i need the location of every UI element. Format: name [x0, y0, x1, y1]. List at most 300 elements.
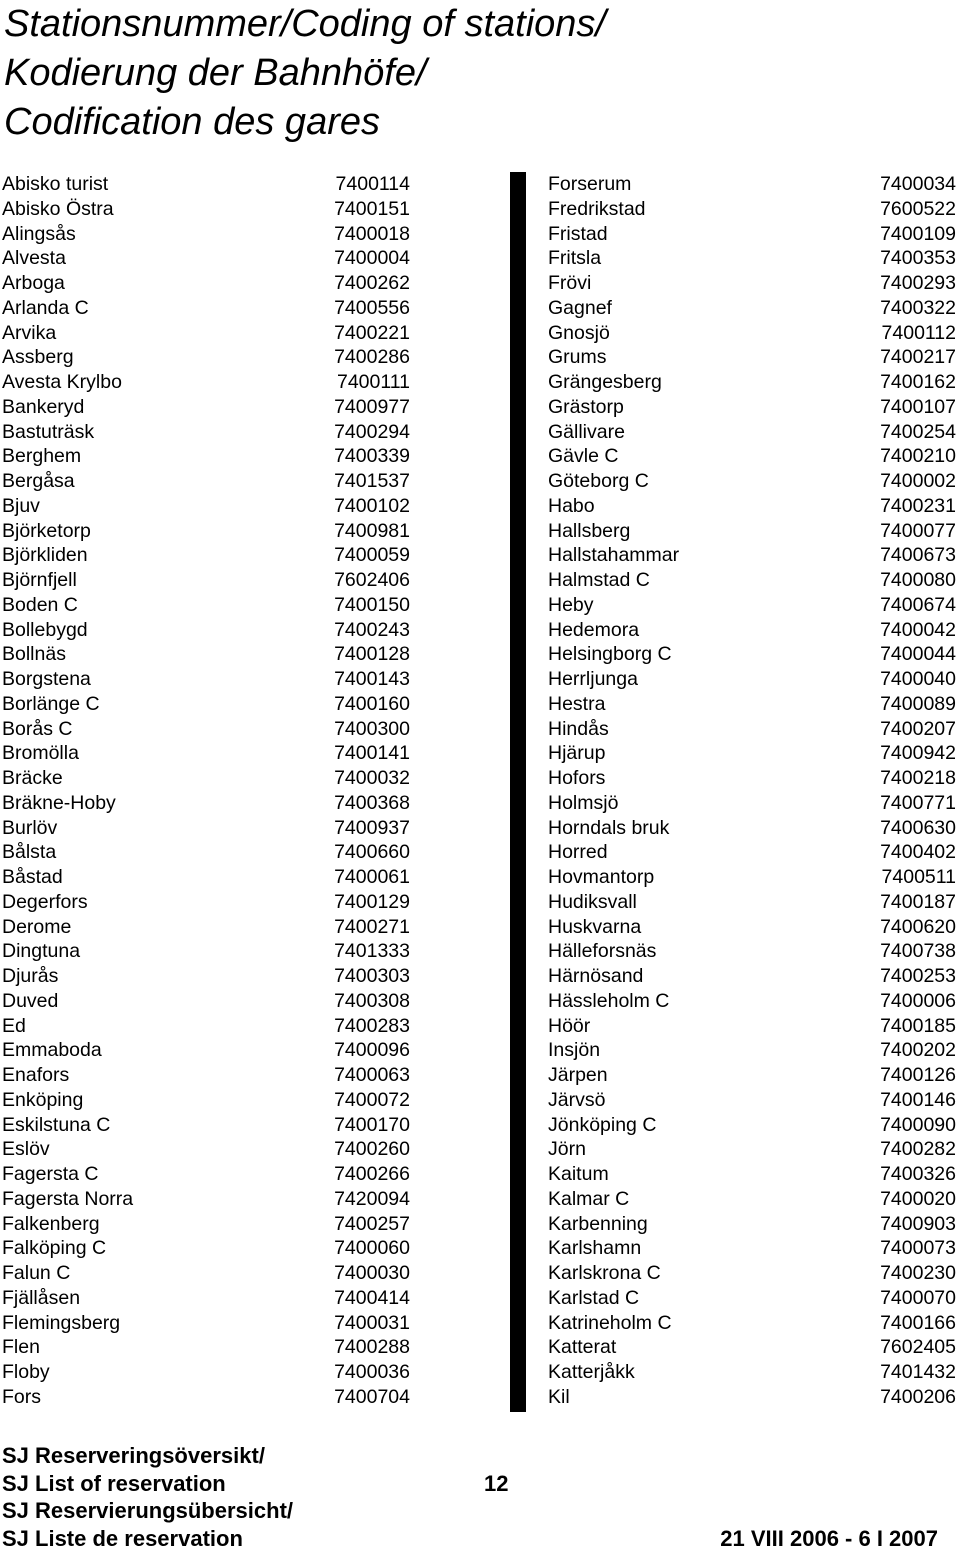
station-code: 7400339 [334, 445, 410, 468]
station-row [2, 519, 412, 544]
station-name: Flemingsberg [2, 1311, 121, 1334]
station-row [548, 1088, 958, 1113]
station-name: Katterjåkk [548, 1361, 635, 1383]
station-row [2, 1187, 412, 1212]
station-name: Borgstena [2, 668, 91, 690]
station-name: Gällivare [548, 420, 625, 443]
station-name: Arvika [2, 321, 57, 344]
station-name: Falun C [2, 1262, 71, 1284]
station-name: Hovmantorp [548, 866, 655, 888]
station-name: Bastuträsk [2, 420, 95, 443]
station-row [548, 1038, 958, 1063]
station-code: 7400704 [334, 1385, 410, 1408]
station-row [2, 271, 412, 296]
station-name: Kaitum [548, 1163, 609, 1185]
station-code: 7400243 [334, 618, 410, 641]
station-name: Boden C [2, 593, 78, 616]
station-code: 7400937 [334, 816, 410, 839]
station-row [548, 1335, 958, 1360]
station-row [548, 1137, 958, 1162]
station-code: 7400511 [881, 866, 956, 888]
station-row [548, 568, 958, 593]
station-name: Abisko Östra [2, 197, 114, 220]
station-row [2, 1113, 412, 1138]
station-name: Hedemora [548, 618, 640, 641]
station-row [548, 964, 958, 989]
station-code: 7400040 [880, 668, 956, 690]
station-row [548, 469, 958, 494]
station-code: 7400063 [334, 1064, 410, 1086]
station-row [548, 1212, 958, 1237]
station-code: 7400018 [334, 222, 410, 245]
station-name: Hallstahammar [548, 544, 680, 567]
station-row [2, 1014, 412, 1039]
station-name: Bankeryd [2, 395, 85, 418]
station-name: Huskvarna [548, 915, 642, 938]
station-code: 7400673 [880, 544, 956, 567]
station-row [548, 1014, 958, 1039]
station-code: 7400257 [334, 1212, 410, 1235]
station-code: 7400112 [881, 321, 956, 344]
station-code: 7401432 [880, 1361, 956, 1383]
station-row [548, 519, 958, 544]
station-row [548, 939, 958, 964]
station-code: 7400674 [880, 593, 956, 616]
station-code: 7400109 [880, 222, 956, 245]
station-name: Bräkne-Hoby [2, 791, 116, 814]
station-name: Bergåsa [2, 470, 75, 492]
station-row [2, 1137, 412, 1162]
station-code: 7400414 [334, 1286, 410, 1309]
station-code: 7400089 [880, 692, 956, 715]
station-row [2, 1335, 412, 1360]
station-row [548, 667, 958, 692]
station-code: 7400150 [334, 593, 410, 616]
station-name: Gagnef [548, 296, 612, 319]
station-code: 7400070 [880, 1286, 956, 1309]
station-name: Heby [548, 593, 594, 616]
station-code: 7400111 [336, 371, 410, 393]
station-name: Bollnäs [2, 643, 66, 666]
station-name: Falköping C [2, 1237, 107, 1260]
station-row [2, 246, 412, 271]
station-row [548, 321, 958, 346]
station-name: Abisko turist [2, 173, 109, 195]
station-row [548, 865, 958, 890]
station-code: 7400402 [880, 841, 956, 864]
column-divider [510, 172, 526, 1412]
title-line-2: Kodierung der Bahnhöfe/ [4, 52, 427, 94]
station-code: 7400738 [880, 940, 956, 963]
station-name: Fredrikstad [548, 197, 646, 220]
station-row [2, 1212, 412, 1237]
station-name: Herrljunga [548, 668, 638, 690]
station-code: 7400002 [880, 470, 956, 492]
station-name: Kil [548, 1385, 570, 1408]
station-name: Hudiksvall [548, 890, 637, 913]
station-code: 7400077 [880, 519, 956, 542]
station-code: 7400020 [880, 1187, 956, 1210]
station-name: Hjärup [548, 742, 606, 765]
station-name: Grästorp [548, 395, 624, 418]
station-code: 7400143 [334, 668, 410, 690]
station-row [548, 890, 958, 915]
station-name: Eskilstuna C [2, 1113, 111, 1136]
station-code: 7400286 [334, 346, 410, 369]
station-name: Hässleholm C [548, 989, 670, 1012]
station-row [2, 1038, 412, 1063]
station-name: Degerfors [2, 890, 88, 913]
station-name: Fagersta C [2, 1163, 99, 1185]
station-row [2, 345, 412, 370]
station-row [548, 692, 958, 717]
station-name: Karbenning [548, 1212, 648, 1235]
station-row [548, 1113, 958, 1138]
station-code: 7400128 [334, 643, 410, 666]
station-code: 7400308 [334, 989, 410, 1012]
station-code: 7400221 [334, 321, 410, 344]
station-row [2, 420, 412, 445]
station-code: 7400217 [880, 346, 956, 369]
station-name: Flen [2, 1336, 40, 1359]
station-name: Järvsö [548, 1088, 606, 1111]
station-code: 7400187 [880, 890, 956, 913]
station-code: 7401537 [334, 470, 410, 492]
station-name: Grums [548, 346, 607, 369]
station-row [548, 197, 958, 222]
station-code: 7400903 [880, 1212, 956, 1235]
station-name: Katterat [548, 1336, 617, 1359]
station-row [548, 345, 958, 370]
station-row [548, 543, 958, 568]
station-code: 7400771 [880, 791, 956, 814]
station-code: 7400004 [334, 247, 410, 270]
station-row [548, 271, 958, 296]
station-row [2, 1088, 412, 1113]
station-row [548, 840, 958, 865]
station-row [548, 1162, 958, 1187]
station-code: 7400300 [334, 717, 410, 740]
station-code: 7400036 [334, 1361, 410, 1383]
footer-line-2: SJ List of reservation [2, 1470, 226, 1496]
station-row [2, 791, 412, 816]
station-row [2, 667, 412, 692]
station-code: 7400107 [880, 395, 956, 418]
station-row [548, 296, 958, 321]
station-name: Björkliden [2, 544, 88, 567]
station-row [2, 1360, 412, 1385]
station-row [2, 296, 412, 321]
station-row [548, 717, 958, 742]
station-row [2, 816, 412, 841]
station-name: Katrineholm C [548, 1311, 672, 1334]
station-code: 7602405 [880, 1336, 956, 1359]
station-row [548, 370, 958, 395]
station-code: 7400042 [880, 618, 956, 641]
station-code: 7400977 [334, 395, 410, 418]
station-row [2, 642, 412, 667]
title-line-1: Stationsnummer/Coding of stations/ [4, 3, 606, 45]
station-code: 7400630 [880, 816, 956, 839]
station-row [2, 370, 412, 395]
station-name: Djurås [2, 965, 59, 987]
station-name: Derome [2, 915, 72, 938]
station-code: 7400090 [880, 1113, 956, 1136]
station-row [548, 1236, 958, 1261]
station-name: Jörn [548, 1138, 586, 1161]
station-code: 7400170 [334, 1113, 410, 1136]
station-name: Hindås [548, 717, 609, 740]
station-name: Helsingborg C [548, 643, 672, 666]
station-name: Forserum [548, 173, 632, 195]
station-name: Gävle C [548, 445, 619, 468]
station-code: 7400206 [880, 1385, 956, 1408]
station-row [2, 840, 412, 865]
station-row [548, 1360, 958, 1385]
station-name: Björketorp [2, 519, 91, 542]
station-name: Fritsla [548, 247, 602, 270]
station-row [2, 989, 412, 1014]
station-row [548, 1286, 958, 1311]
station-name: Halmstad C [548, 569, 650, 591]
station-row [2, 717, 412, 742]
station-row [548, 395, 958, 420]
station-row [548, 741, 958, 766]
station-name: Båstad [2, 866, 63, 888]
station-code: 7400210 [880, 445, 956, 468]
station-name: Assberg [2, 346, 74, 369]
station-name: Grängesberg [548, 371, 662, 393]
station-name: Hestra [548, 692, 606, 715]
station-code: 7400114 [335, 173, 410, 195]
station-name: Berghem [2, 445, 82, 468]
station-row [2, 964, 412, 989]
station-code: 7400006 [880, 989, 956, 1012]
station-name: Enafors [2, 1064, 70, 1086]
station-row [2, 444, 412, 469]
station-row [2, 741, 412, 766]
station-row [548, 791, 958, 816]
title-line-3: Codification des gares [4, 101, 380, 143]
station-row [548, 246, 958, 271]
station-code: 7400556 [334, 296, 410, 319]
station-row [2, 197, 412, 222]
station-name: Ed [2, 1014, 26, 1037]
station-code: 7400288 [334, 1336, 410, 1359]
station-row [548, 1385, 958, 1410]
station-code: 7400620 [880, 915, 956, 938]
station-code: 7401333 [334, 940, 410, 963]
station-row [548, 172, 958, 197]
station-row [2, 568, 412, 593]
station-name: Floby [2, 1361, 50, 1383]
station-code: 7400031 [334, 1311, 410, 1334]
station-code: 7400230 [880, 1262, 956, 1284]
station-row [2, 222, 412, 247]
station-row [2, 543, 412, 568]
station-row [2, 865, 412, 890]
station-code: 7400231 [880, 494, 956, 517]
station-code: 7400283 [334, 1014, 410, 1037]
station-code: 7400218 [880, 767, 956, 789]
station-name: Eslöv [2, 1138, 50, 1161]
footer-line-4: SJ Liste de reservation [2, 1525, 243, 1551]
station-code: 7400162 [880, 371, 956, 393]
station-name: Järpen [548, 1064, 608, 1086]
station-code: 7400102 [334, 494, 410, 517]
station-code: 7420094 [334, 1187, 410, 1210]
station-name: Bräcke [2, 767, 63, 789]
station-code: 7400202 [880, 1039, 956, 1062]
station-row [2, 593, 412, 618]
station-code: 7600522 [880, 197, 956, 220]
station-name: Duved [2, 989, 59, 1012]
station-row [2, 172, 412, 197]
station-code: 7400030 [334, 1262, 410, 1284]
station-name: Alvesta [2, 247, 66, 270]
station-code: 7400266 [334, 1163, 410, 1185]
station-name: Karlskrona C [548, 1262, 661, 1284]
station-code: 7400253 [880, 965, 956, 987]
station-row [2, 1311, 412, 1336]
station-row [2, 321, 412, 346]
station-name: Hallsberg [548, 519, 631, 542]
station-name: Dingtuna [2, 940, 81, 963]
station-row [548, 642, 958, 667]
station-name: Holmsjö [548, 791, 619, 814]
station-row [548, 766, 958, 791]
station-name: Habo [548, 494, 595, 517]
station-name: Jönköping C [548, 1113, 657, 1136]
footer-line-1: SJ Reserveringsöversikt/ [2, 1443, 265, 1468]
station-row [2, 915, 412, 940]
station-name: Borlänge C [2, 692, 100, 715]
date-range: 21 VIII 2006 - 6 I 2007 [720, 1526, 938, 1551]
station-code: 7400981 [334, 519, 410, 542]
station-name: Fjällåsen [2, 1286, 81, 1309]
station-name: Bollebygd [2, 618, 88, 641]
station-code: 7400073 [880, 1237, 956, 1260]
station-code: 7400080 [880, 569, 956, 591]
station-code: 7400368 [334, 791, 410, 814]
station-name: Härnösand [548, 965, 644, 987]
station-code: 7400942 [880, 742, 956, 765]
station-list-left [2, 172, 412, 1410]
station-code: 7400129 [334, 890, 410, 913]
station-code: 7400294 [334, 420, 410, 443]
station-row [2, 494, 412, 519]
station-row [548, 915, 958, 940]
station-code: 7400034 [880, 173, 956, 195]
station-row [2, 939, 412, 964]
station-name: Avesta Krylbo [2, 371, 122, 393]
station-name: Burlöv [2, 816, 58, 839]
station-list-right [548, 172, 958, 1410]
page-number: 12 [484, 1471, 509, 1496]
station-name: Kalmar C [548, 1187, 630, 1210]
station-code: 7602406 [334, 569, 410, 591]
station-code: 7400322 [880, 296, 956, 319]
station-row [548, 1261, 958, 1286]
station-name: Horred [548, 841, 608, 864]
station-row [548, 816, 958, 841]
station-code: 7400059 [334, 544, 410, 567]
station-code: 7400072 [334, 1088, 410, 1111]
station-name: Fristad [548, 222, 608, 245]
station-code: 7400146 [880, 1088, 956, 1111]
station-code: 7400282 [880, 1138, 956, 1161]
station-row [2, 618, 412, 643]
station-name: Horndals bruk [548, 816, 670, 839]
station-name: Emmaboda [2, 1039, 102, 1062]
station-code: 7400260 [334, 1138, 410, 1161]
station-code: 7400044 [880, 643, 956, 666]
station-row [548, 1311, 958, 1336]
station-code: 7400061 [334, 866, 410, 888]
station-name: Fors [2, 1385, 41, 1408]
station-name: Bålsta [2, 841, 57, 864]
station-code: 7400166 [880, 1311, 956, 1334]
station-code: 7400160 [334, 692, 410, 715]
station-code: 7400096 [334, 1039, 410, 1062]
station-code: 7400254 [880, 420, 956, 443]
station-name: Bromölla [2, 742, 79, 765]
station-name: Bjuv [2, 494, 40, 517]
station-name: Fagersta Norra [2, 1187, 134, 1210]
station-name: Arlanda C [2, 296, 89, 319]
station-row [548, 444, 958, 469]
station-row [2, 766, 412, 791]
station-name: Borås C [2, 717, 73, 740]
station-name: Gnosjö [548, 321, 610, 344]
station-name: Karlstad C [548, 1286, 640, 1309]
station-name: Karlshamn [548, 1237, 642, 1260]
station-name: Hälleforsnäs [548, 940, 657, 963]
station-name: Insjön [548, 1039, 601, 1062]
station-row [2, 1261, 412, 1286]
station-code: 7400262 [334, 272, 410, 294]
station-row [2, 1063, 412, 1088]
station-name: Björnfjell [2, 569, 77, 591]
station-code: 7400060 [334, 1237, 410, 1260]
station-row [2, 1162, 412, 1187]
station-code: 7400185 [880, 1014, 956, 1037]
station-row [548, 1063, 958, 1088]
station-name: Arboga [2, 272, 65, 294]
station-row [2, 395, 412, 420]
station-row [548, 593, 958, 618]
page-title [4, 0, 606, 147]
station-code: 7400141 [334, 742, 410, 765]
station-name: Alingsås [2, 222, 76, 245]
station-name: Frövi [548, 272, 592, 294]
station-row [548, 222, 958, 247]
station-name: Falkenberg [2, 1212, 100, 1235]
station-code: 7400271 [334, 915, 410, 938]
station-row [548, 494, 958, 519]
footer-line-3: SJ Reservierungsübersicht/ [2, 1498, 294, 1523]
station-row [548, 989, 958, 1014]
station-name: Hofors [548, 767, 606, 789]
station-row [2, 890, 412, 915]
station-code: 7400207 [880, 717, 956, 740]
station-row [2, 1286, 412, 1311]
station-code: 7400151 [334, 197, 410, 220]
station-row [548, 618, 958, 643]
station-code: 7400303 [334, 965, 410, 987]
station-row [2, 469, 412, 494]
station-row [548, 420, 958, 445]
